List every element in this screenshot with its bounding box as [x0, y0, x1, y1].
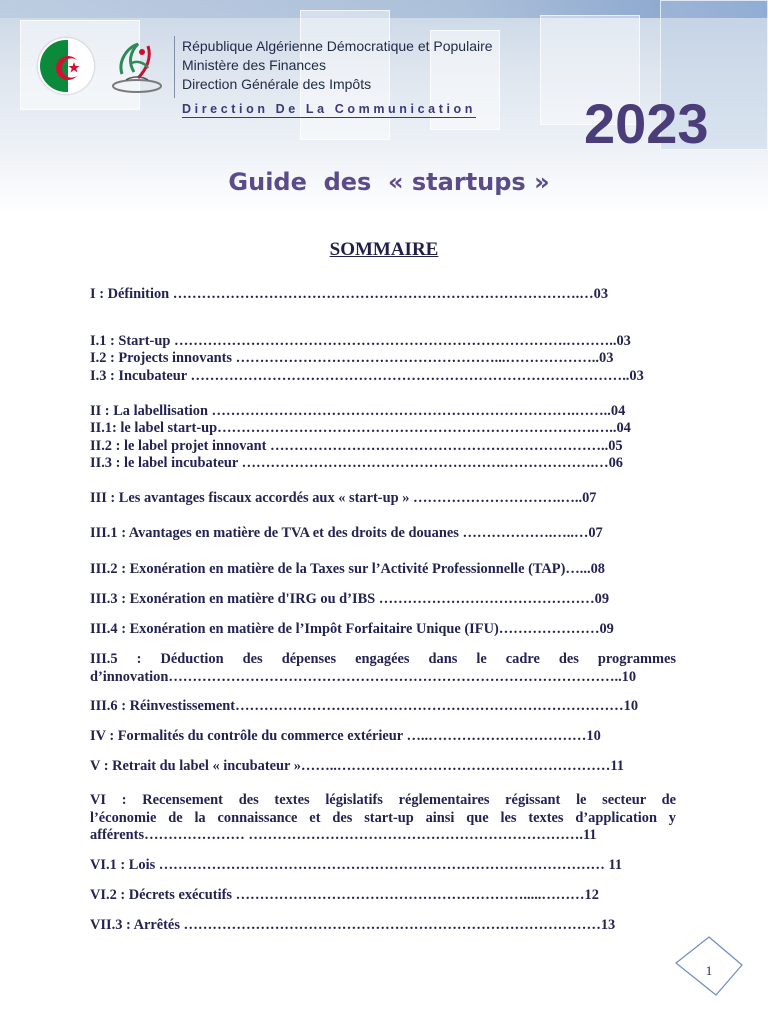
toc-entry [90, 917, 676, 935]
toc-entry [90, 350, 676, 368]
toc-entry-text: VI.2 : Décrets exécutifs …………………………………………………….....………12 [90, 887, 599, 903]
toc-heading [0, 239, 768, 261]
org-ministry: Ministère des Finances [182, 57, 326, 73]
toc-entry-text: I : Définition ………………………………………………………………………….…03 [90, 286, 609, 302]
toc-entry-text: III.1 : Avantages en matière de TVA et des droits de douanes ……………….…..…07 [90, 525, 603, 541]
page-number: 1 [705, 963, 713, 978]
toc-entry-text: I.3 : Incubateur ………………………………………………………………………………..03 [90, 368, 644, 384]
ministry-emblem-logo [108, 34, 166, 96]
org-department: Direction De La Communication [182, 102, 477, 116]
toc-entry-text: III.4 : Exonération en matière de l’Impôt Forfaitaire Unique (IFU)…………………09 [90, 621, 614, 637]
toc-entry-text: IV : Formalités du contrôle du commerce extérieur …..……………………………10 [90, 728, 601, 744]
toc-entry [90, 525, 676, 543]
document-year: 2023 [584, 92, 709, 155]
toc-entry-text: II.2 : le label projet innovant ……………………………………………………………..05 [90, 438, 623, 454]
toc-entry-text: II : La labellisation ………………………………………………………………….……..04 [90, 403, 626, 419]
toc-entry-continuation: l’économie de la connaissance et des start-up ainsi que les textes d’application y [90, 809, 676, 826]
toc-entry-continuation: d’innovation…………………………………………………………………………………..10 [90, 668, 637, 685]
toc-entry-text: III.3 : Exonération en matière d'IRG ou d’IBS ………………………………………09 [90, 591, 610, 607]
org-republic: République Algérienne Démocratique et Populaire [182, 38, 493, 54]
toc-entry [90, 887, 676, 905]
toc-entry-text: VI.1 : Lois ………………………………………………………………………………… 11 [90, 857, 623, 873]
toc-entry [90, 455, 676, 473]
toc-entry-text: III : Les avantages fiscaux accordés aux « start-up » ………………………….…..07 [90, 490, 597, 506]
toc-heading-text: SOMMAIRE [329, 239, 439, 260]
toc-entry-text: III.6 : Réinvestissement………………………………………………………………………10 [90, 698, 639, 714]
toc-entry [90, 792, 676, 845]
toc-entry [90, 438, 676, 456]
toc-entry-text: III.2 : Exonération en matière de la Taxes sur l’Activité Professionnelle (TAP)…...08 [90, 561, 605, 577]
toc-entry [90, 857, 676, 875]
toc-entry-text: I.1 : Start-up ……………………………………………………………………….………..03 [90, 333, 631, 349]
toc-entry-text: VII.3 : Arrêtés ……………………………………………………………………………13 [90, 917, 616, 933]
toc-entry-text: V : Retrait du label « incubateur »……..…………………………………………………11 [90, 758, 624, 774]
toc-entry [90, 698, 676, 716]
toc-entry [90, 728, 676, 746]
toc-entry [90, 368, 676, 386]
toc-entry-text: III.5 : Déduction des dépenses engagées dans le cadre des programmes [90, 651, 676, 667]
toc-entry [90, 403, 676, 421]
algeria-flag-logo [38, 38, 94, 94]
emblem-icon [108, 34, 166, 96]
toc-entry-text: VI : Recensement des textes législatifs réglementaires régissant le secteur de [90, 792, 676, 808]
toc-entry [90, 651, 676, 686]
toc-entry [90, 490, 676, 508]
toc-entry [90, 333, 676, 351]
toc-entry [90, 561, 676, 579]
organization-block [182, 37, 493, 94]
toc-entry [90, 420, 676, 438]
toc-entry [90, 591, 676, 609]
toc-entry-continuation: afférents………………… …………………………………………………………….11 [90, 827, 597, 843]
toc-entry [90, 758, 676, 776]
toc-entry [90, 286, 676, 304]
toc-entry-text: I.2 : Projects innovants ………………………………………………...………………..03 [90, 350, 614, 366]
toc-entry-text: II.3 : le label incubateur ……………………………………………….……………….…06 [90, 455, 623, 471]
toc-entry [90, 621, 676, 639]
header-divider [174, 36, 175, 98]
document-title: Guide des « startups » [228, 168, 550, 196]
org-direction: Direction Générale des Impôts [182, 76, 372, 92]
toc-entry-text: II.1: le label start-up…………………………………………………………………….…..04 [90, 420, 631, 436]
